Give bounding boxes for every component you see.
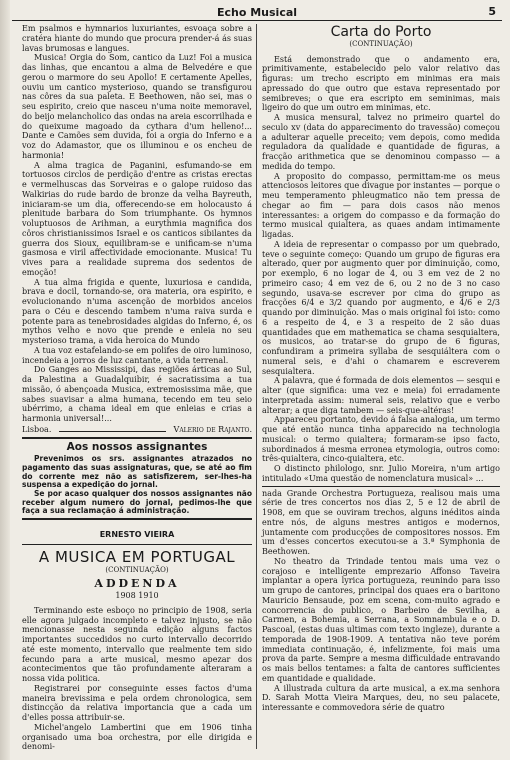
addenda-years: 1908 1910: [115, 591, 159, 601]
body-paragraph: Michel'angelo Lambertini que em 1906 tinha organisado uma boa orchestra, por elle dirigida e denomi-: [22, 722, 252, 752]
body-paragraph: A proposito do compasso, permittam-me os meus attenciosos leitores que divague por instantes — porque o meu temperamento phleugmatico não tem pressa de chegar ao fim — para dois casos não menos interessantes: a origem do compasso e da formação do termo musical quialtera, as quaes andam intimamente ligadas.: [262, 171, 500, 239]
article-author: ERNESTO VIEIRA: [99, 530, 175, 540]
page-number: 5: [488, 5, 496, 18]
body-paragraph: A tua alma frigida e quente, luxuriosa e candida, brava e docil, tornando-se, ora materia, ora espirito, e evolucionando n'uma ascenção de morbidos anceios para o Céu e descendo tambem n'uma raiva surda e potente para as tenebrosidades algidas do Inferno, é, os mythos velho e novo que prende e enleia no seu mysterioso trama, a vida heroica do Mundo: [22, 277, 252, 345]
signature-rule: [59, 425, 165, 432]
body-paragraph: A ideia de representar o compasso por um quebrado, teve o seguinte começo: Quando um grupo de figuras era alterado, quer por augmento quer por diminuição, como, por exemplo, 6 no logar de 4, ou 3 em vez de 2 no primeiro caso; 4 em vez de 6, ou 2 no de 3 no caso segundo, usava-se escrever por cima do grupo as fracções 6/4 e 3/2 quando por augmento, e 4/6 e 2/3 quando por diminuição. Mas o mais original foi isto: como 6 a respeito de 4, e 3 a respeito de 2 são duas quantidades que em mathematica se chama sesquialtera, os musicos, ao tratar-se do grupo de 6 figuras, confundiram a primeira syllaba de sesquiáltera com o numeral seis, e d'ahi o chamarem e escreverem sesquialtera.: [262, 239, 500, 376]
addenda-heading: ADDENDA: [94, 577, 180, 591]
journal-title: Echo Musical: [216, 6, 298, 19]
notice-paragraph: Se por acaso qualquer dos nossos assignantes não receber algum numero do jornal, pedimos-lhe que faça a sua reclamação á administração.: [22, 489, 252, 516]
body-paragraph: Registrarei por conseguinte esses factos d'uma maneira brevissima e pela ordem chronologica, sem distincção da relativa importancia que a cada um d'elles possa attribuir-se.: [22, 683, 252, 723]
column-divider: [256, 24, 257, 749]
body-paragraph: Appareceu portanto, devido á falsa analogia, um termo que até então nunca tinha apparecido na technologia musical: o termo quialtera; formaram-se ipso facto, subordinados á mesma erronea etymologia, outros como: três-quialtera, cinco-quialtera, etc.: [262, 415, 500, 464]
section-rule: [22, 518, 252, 520]
right-column: [262, 24, 500, 713]
body-paragraph: O distincto philologo, snr. Julio Moreira, n'um artigo intitulado «Uma questão de nomenclatura musical» ...: [262, 464, 500, 483]
body-paragraph: Do Ganges ao Mississipi, das regiões árticas ao Sul, da Palestina a Guadalquibir, é sacratissima a tua missão, ó abençoada Musica, extremosissima mãe, que sabes suavisar a alma humana, tecendo em teu seio ubérrimo, a chama ideal em que enleias e crias a harmonia universal!...: [22, 365, 252, 423]
body-paragraph: Musica! Orgia do Som, cantico da Luz! Foi a musica das linhas, que encantou a alma de Belvedére e que gerou o marmore do seu Apollo! E certamente Apelles, ouviu um cantico mysterioso, quando se transfigurou nas côres da sua paleta. E Beethowen, não sei, mas o seu espirito, creio que nasceu n'uma noite memoravel, do beijo melancholico das ondas na areia escorrilhada e do queixume magoado da cythara d'um helleno!... Dante e Camões sem duvida, foi a orgia do Inferno e a voz do Adamastor, que os illuminou e os encheu de harmonia!: [22, 53, 252, 160]
body-paragraph: A alma tragica de Paganini, esfumando-se em tortuosos circlos de perdição d'entre as cristas erectas e vermelhuscas das Sorveiras e o galope ruidoso das Walkirias do rude bardo de bronze da velha Bayreuth, iniciaram-se um dia, offerecendo-se em holocausto á plenitude barbara do Som triumphante. Os hymnos voluptuosos de Arihman, a eurythmia magnifica dos côros christianissimos Israel e os canticos sibilantes da guerra dos Sioux, equilibram-se e unificam-se n'uma gasmosa e viril affectividade emocionante. Musica! Tu vives para a realidade suprema dos sedentos de emoção!: [22, 160, 252, 277]
signature-place: Lisboa.: [22, 424, 52, 434]
notice-title: Aos nossos assignantes: [66, 440, 208, 453]
body-paragraph: A tua voz estafelando-se em polifes de oiro luminoso, incendeia a jorros de luz cantante, a vida terrenal.: [22, 345, 252, 365]
continuation-label: (CONTINUAÇÃO): [349, 39, 413, 48]
body-paragraph: nada Grande Orchestra Portugueza, realisou mais uma série de tres concertos nos dias 2, 5 e 12 de abril de 1908, em que se ouviram trechos, alguns inéditos ainda entre nós, de alguns mestres antigos e modernos, juntamente com producções de compositores nossos. Em um d'esses concertos executou-se a 3.ª Symphonia de Beethowen.: [262, 488, 500, 556]
left-column: [22, 24, 252, 752]
signature-line: [22, 425, 252, 435]
body-paragraph: Está demonstrado que o andamento era, primitivamente, estabelecido pelo valor relativo das figuras: um trecho escripto em minimas era mais apressado do que outro que estava representado por semibreves; o que era escripto em seminimas, mais ligeiro do que um outro em minimas, etc.: [262, 54, 500, 113]
article-title: A MUSICA EM PORTUGAL: [38, 547, 236, 566]
section-rule: [262, 486, 500, 487]
page-spine-shadow: [0, 0, 10, 760]
body-paragraph: A illustrada cultura da arte musical, a ex.ma senhora D. Sarah Motta Vieira Marques, deu, no seu palacete, interessante e commovedora série de quatro: [262, 683, 500, 712]
body-paragraph: A musica mensural, talvez no primeiro quartel do seculo xv (data do apparecimento do travessão) começou a adulterar aquelle preceito; vem depois, como medida reguladora da qualidade e quantidade de figuras, a fracção arithmetica que se denominou compasso — a medida do tempo.: [262, 113, 500, 171]
continuation-label: (CONTINUAÇÃO): [105, 565, 169, 574]
body-paragraph: No theatro da Trindade tentou mais uma vez o corajoso e intelligente emprezario Affonso Taveira implantar a opera lyrica portugueza, reunindo para isso um grupo de cantores, principal dos quaes era o baritono Mauricio Bensaude, poz em scena, com-muito agrado e concorrencia do publico, o Barbeiro de Sevilha, a Carmen, a Bohemia, a Serrana, a Somnambula e o D. Pascoal, (estas duas ultimas com texto ingleze), durante a temporada de 1908-1909. A tentativa não teve porém immediata continuação, é, infelizmente, foi mais uma prova da parte. Sempre a mesma difficuldade entravando os mais bellos tentames: a falta de cantores sufficientes em quantidade e qualidade.: [262, 556, 500, 683]
body-paragraph: Terminando este esboço no principio de 1908, seria elle agora julgado incompleto e talvez injusto, se não mencionasse nesta segunda edição alguns factos importantes succedidos no curto intervallo decorrido até este momento, intervallo que realmente tem sido fecundo para a arte musical, mesmo apezar dos acontecimentos que tão profundamente alteraram a nossa vida politica.: [22, 605, 252, 684]
section-rule: [22, 437, 252, 439]
body-paragraph: A palavra, que é formada de dois elementos — sesqui e alter (que significa: uma vez e meia) foi erradamente interpretada assim: numeral seis, relativo que e verbo alterar; a que diga tambem — seis-que-altéras!: [262, 376, 500, 415]
body-paragraph: Em psalmos e hymnarios luxuriantes, esvoaça sobre a cratéra hiante do mundo que procura prender-á ás suas lavas brumosas e langues.: [22, 24, 252, 53]
notice-paragraph: Prevenimos os srs. assignantes atrazados no pagamento das suas assignaturas, que, se até ao fim do corrente mez não as satisfizerem, ser-lhes-ha suspensa a expedição do jornal.: [22, 454, 252, 490]
signature-name: Valerio de Rajanto.: [173, 424, 252, 434]
author-rule: [22, 544, 252, 545]
section-title: Carta do Porto: [330, 24, 432, 40]
page-header: [12, 4, 502, 21]
